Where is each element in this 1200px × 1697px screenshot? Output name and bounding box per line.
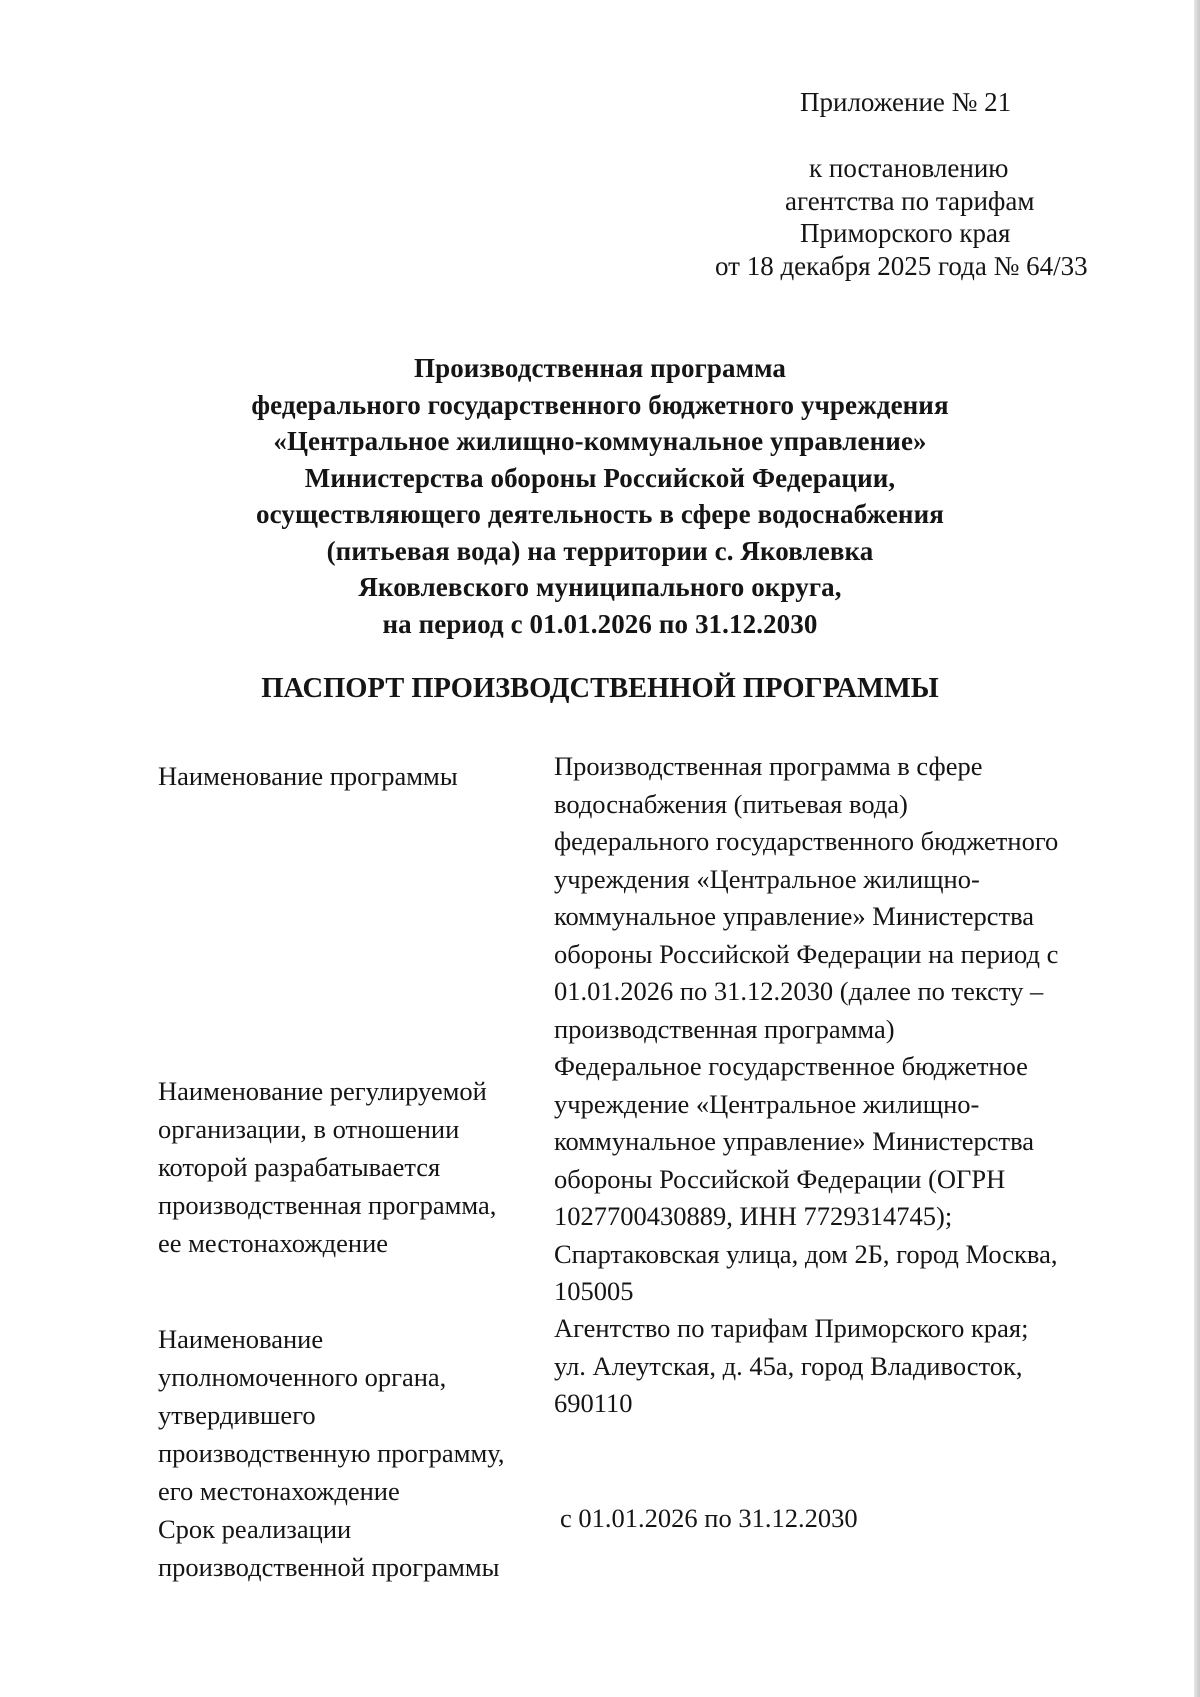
value-line: коммунальное управление» Министерства (554, 1126, 1035, 1156)
passport-row-value (560, 1500, 1120, 1538)
passport-row-value (554, 1310, 1114, 1423)
title-line: федерального государственного бюджетного учреждения (251, 389, 949, 420)
passport-row-label (158, 1510, 538, 1586)
label-line: производственная программа, (158, 1190, 497, 1220)
scan-edge-shadow (1194, 0, 1200, 1697)
value-line: Федеральное государственное бюджетное (554, 1051, 1028, 1081)
value-line: Спартаковская улица, дом 2Б, город Москва, (554, 1238, 1058, 1269)
value-line: 105005 (554, 1276, 634, 1306)
label-line: Наименование программы (158, 761, 458, 791)
label-line: Наименование регулируемой (158, 1076, 487, 1106)
value-line: Производственная программа в сфере (554, 751, 983, 781)
appendix-line: агентства по тарифам (785, 186, 1035, 216)
value-line: с 01.01.2026 по 31.12.2030 (560, 1503, 858, 1533)
title-line: Яковлевского муниципального округа, (358, 572, 842, 602)
value-line: учреждение «Центральное жилищно- (554, 1088, 980, 1119)
value-line: федерального государственного бюджетного (554, 826, 1059, 856)
passport-row-label (158, 1320, 538, 1510)
title-line: Министерства обороны Российской Федерации, (304, 462, 896, 493)
value-line: учреждения «Центральное жилищно- (554, 863, 980, 894)
value-line: коммунальное управление» Министерства (554, 901, 1035, 931)
passport-row-label (158, 1072, 538, 1262)
value-line: 01.01.2026 по 31.12.2030 (далее по тексту – (554, 976, 1044, 1006)
appendix-line: от 18 декабря 2025 года № 64/33 (715, 251, 1088, 281)
title-line: на период с 01.01.2026 по 31.12.2030 (382, 608, 818, 639)
passport-row-value (554, 748, 1114, 1048)
passport-heading: ПАСПОРТ ПРОИЗВОДСТВЕННОЙ ПРОГРАММЫ (261, 673, 939, 704)
label-line: производственную программу, (158, 1438, 505, 1468)
passport-row-label (158, 757, 538, 795)
label-line: Наименование (158, 1324, 324, 1354)
title-line: (питьевая вода) на территории с. Яковлевка (326, 535, 874, 566)
label-line: организации, в отношении (158, 1114, 460, 1144)
label-line: уполномоченного органа, (158, 1362, 447, 1392)
value-line: водоснабжения (питьевая вода) (554, 788, 908, 819)
value-line: обороны Российской Федерации (ОГРН (554, 1163, 1006, 1194)
appendix-line: к постановлению (809, 153, 1009, 183)
label-line: его местонахождение (158, 1476, 400, 1506)
value-line: 690110 (554, 1388, 633, 1418)
label-line: Срок реализации (158, 1514, 352, 1544)
appendix-line: Приморского края (800, 218, 1011, 248)
value-line: 1027700430889, ИНН 7729314745); (554, 1201, 953, 1231)
label-line: ее местонахождение (158, 1228, 389, 1258)
title-line: Производственная программа (413, 353, 787, 383)
label-line: утвердившего (158, 1400, 316, 1430)
label-line: которой разрабатывается (158, 1152, 441, 1182)
passport-row-value (554, 1048, 1114, 1311)
appendix-title: Приложение № 21 (800, 87, 1012, 117)
title-line: осуществляющего деятельность в сфере водоснабжения (256, 499, 944, 529)
value-line: производственная программа) (554, 1013, 895, 1044)
label-line: производственной программы (158, 1552, 500, 1582)
value-line: ул. Алеутская, д. 45а, город Владивосток, (554, 1350, 1023, 1381)
program-title (0, 350, 1200, 642)
title-line: «Центральное жилищно-коммунальное управление» (273, 426, 927, 456)
value-line: Агентство по тарифам Приморского края; (554, 1313, 1029, 1343)
value-line: обороны Российской Федерации на период с (554, 938, 1059, 969)
